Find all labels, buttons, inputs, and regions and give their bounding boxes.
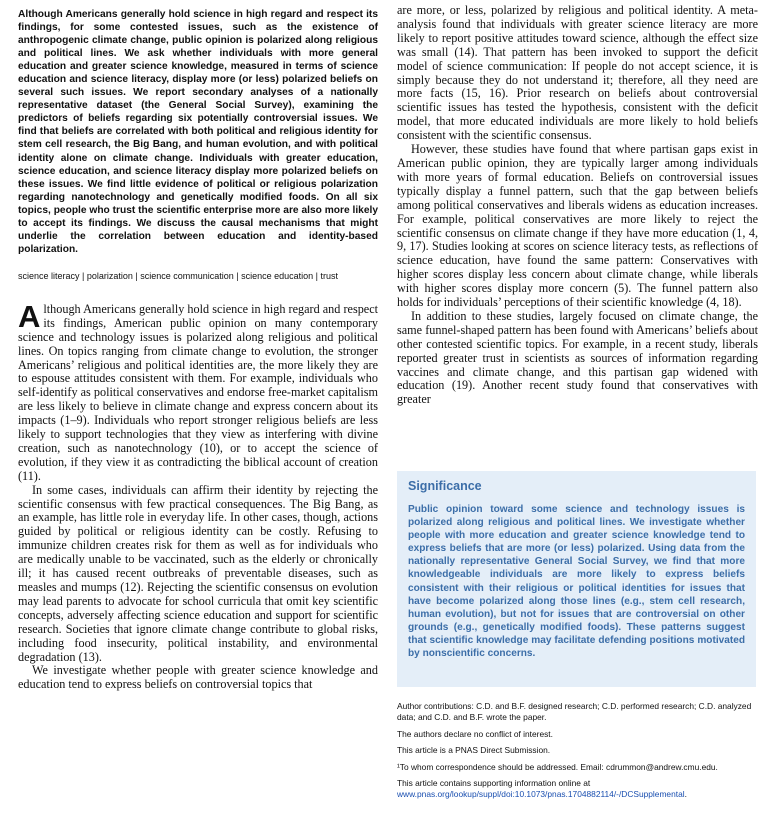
abstract: Although Americans generally hold science in high regard and respect its findings, for some contested issues, such as the existence of anthropogenic climate change, public opinion is polarized along religious and political lines. We ask whether individuals with more general education and greater science knowledge, measured in terms of science education and science literacy, display more (or less) polarized beliefs on several such issues. We report secondary analyses of a nationally representative dataset (the General Social Survey), examining the predictors of beliefs regarding six potentially controversial issues. We find that beliefs are correlated with both political and religious identity for stem cell research, the Big Bang, and human evolution, and with political identity alone on climate change. Individuals with greater education, science education, and science literacy display more polarized beliefs on these issues. We find little evidence of political or religious polarization regarding nanotechnology and genetically modified foods. On all six topics, people who trust the scientific enterprise more are also more likely to accept its findings. We discuss the causal mechanisms that might underlie the correlation between education and identity-based polarization. [18,9,378,255]
significance-title: Significance [408,479,482,493]
keywords: science literacy | polarization | science communication | science education | trust [18,270,339,281]
supporting-info-prefix: This article contains supporting information online at [397,778,591,788]
intro-paragraph-2: In some cases, individuals can affirm their identity by rejecting the scientific consensus with few practical consequences. The Big Bang, as an example, has little role in everyday life. In other cases, though, actions guided by political or religious identity can be costly. Refusing to immunize children creates risk for them as well as for individuals who are medically unable to be vaccinated, such as the elderly or chronically ill; it has caused recent outbreaks of preventable diseases, such as measles and mumps (12). Rejecting the scientific consensus on evolution may lead parents to advocate for school curricula that omit key scientific concepts, adversely affecting science education and support for scientific research. Societies that ignore climate change contribute to global risks, including food insecurity, political instability, and environmental degradation (13). [18,482,378,664]
conflict-statement: The authors declare no conflict of interest. [397,728,553,739]
right-paragraph-2: However, these studies have found that where partisan gaps exist in American public opinion, they are typically larger among individuals with more years of formal education. Beliefs on controversial issues typically display a funnel pattern, such that the gap between beliefs among political conservatives and liberals widens as education increases. For example, political conservatives are more likely to reject the scientific consensus on climate change if they have more education (1, 4, 9, 17). Studies looking at scores on science literacy tests, as reflections of science education, have found the same pattern: Conservatives with higher scores display less concern about climate change, while liberals with higher scores display more concern (5). The funnel pattern also holds for individuals’ perceptions of their scientific knowledge (4, 18). [397,142,758,310]
drop-cap: A [18,298,41,334]
right-paragraph-3: In addition to these studies, largely focused on climate change, the same funnel-shaped pattern has been found with Americans’ beliefs about other contested scientific topics. For example, in a recent study, liberals reported greater trust in scientists as sources of information regarding vaccines and climate change, and this partisan gap widened with education (19). Another recent study found that conservatives with greater [397,308,758,407]
author-contributions: Author contributions: C.D. and B.F. designed research; C.D. performed research; C.D. analyzed data; and C.D. and B.F. wrote the paper. [397,701,752,722]
supporting-info-note [397,778,758,800]
right-column [397,4,758,407]
supporting-info-link[interactable]: www.pnas.org/lookup/suppl/doi:10.1073/pnas.1704882114/-/DCSupplemental [397,789,685,799]
correspondence-note: ¹To whom correspondence should be addressed. Email: cdrummon@andrew.cmu.edu. [397,761,718,772]
intro-paragraph-1 [18,298,378,484]
right-paragraph-1: are more, or less, polarized by religious and political identity. A meta-analysis found that individuals with greater science literacy are more likely to report positive attitudes toward science, although the effect size was small (14). That pattern has been invoked to support the deficit model of science communication: If people do not accept science, it is simply because they do not understand it; therefore, all they need are more facts (15, 16). Prior research on beliefs about controversial scientific issues has tested the hypothesis, consistent with the deficit model, that more educated individuals are more likely to hold beliefs consistent with the scientific consensus. [397,3,758,143]
significance-text: Public opinion toward some science and technology issues is polarized along religious and political lines. We investigate whether people with more education and greater science knowledge tend to express beliefs that are more (or less) polarized. Using data from the nationally representative General Social Survey, we find that more knowledgeable individuals are more likely to express beliefs consistent with their religious or political identities for issues that have become polarized along those lines (e.g., stem cell research, human evolution), but not for issues that are controversial on other grounds (e.g., genetically modified foods). These patterns suggest that scientific knowledge may facilitate defending positions motivated by nonscientific concerns. [408,504,745,660]
introduction [18,298,378,692]
significance-box [397,471,756,687]
submission-note: This article is a PNAS Direct Submission. [397,745,551,755]
intro-paragraph-1-text: lthough Americans generally hold science in high regard and respect its findings, American public opinion on many contemporary science and technology issues is polarized along religious and political lines. On topics ranging from climate change to evolution, the stronger Americans’ religious and political identities are, the more likely they are to espouse attitudes consistent with them. For example, individuals who self-identify as political conservatives and endorse free-market capitalism are less likely to believe in climate change and express concern about its impacts (1–9). Individuals who report stronger religious beliefs are less likely to support technologies that they view as interfering with divine creation, such as nanotechnology (10), or to accept the science of evolution, if they view it as contradicting the biblical account of creation (11). [18,301,378,483]
left-column [18,8,378,692]
supporting-info-suffix: . [684,789,687,799]
footnotes [397,701,758,806]
intro-paragraph-3: We investigate whether people with greater science knowledge and education tend to express beliefs on controversial topics that [18,663,378,692]
